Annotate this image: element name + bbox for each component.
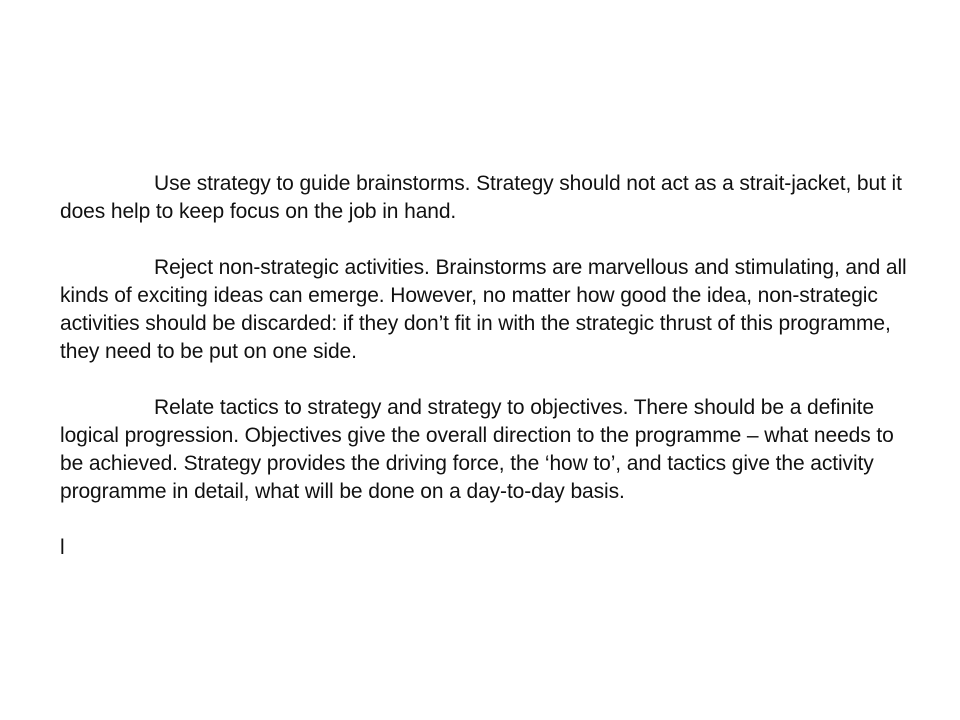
paragraph-reject-non-strategic: Reject non-strategic activities. Brainstorms are marvellous and stimulating, and all kinds of exciting ideas can emerge. However, no matter how good the idea, non-strategic activities should be discarded: if they don’t fit in with the strategic thrust of this programme, they need to be put on one side. bbox=[60, 256, 907, 363]
paragraph-strategy-brainstorms: Use strategy to guide brainstorms. Strategy should not act as a strait-jacket, but it does help to keep focus on the job in hand. bbox=[60, 172, 902, 223]
body-text bbox=[60, 170, 910, 562]
paragraph-relate-tactics: Relate tactics to strategy and strategy to objectives. There should be a definite logical progression. Objectives give the overall direction to the programme – what needs to be achieved. Strategy provides the driving force, the ‘how to’, and tactics give the activity programme in detail, what will be done on a day-to-day basis. bbox=[60, 396, 894, 503]
paragraph-trailing-char: l bbox=[60, 536, 65, 559]
